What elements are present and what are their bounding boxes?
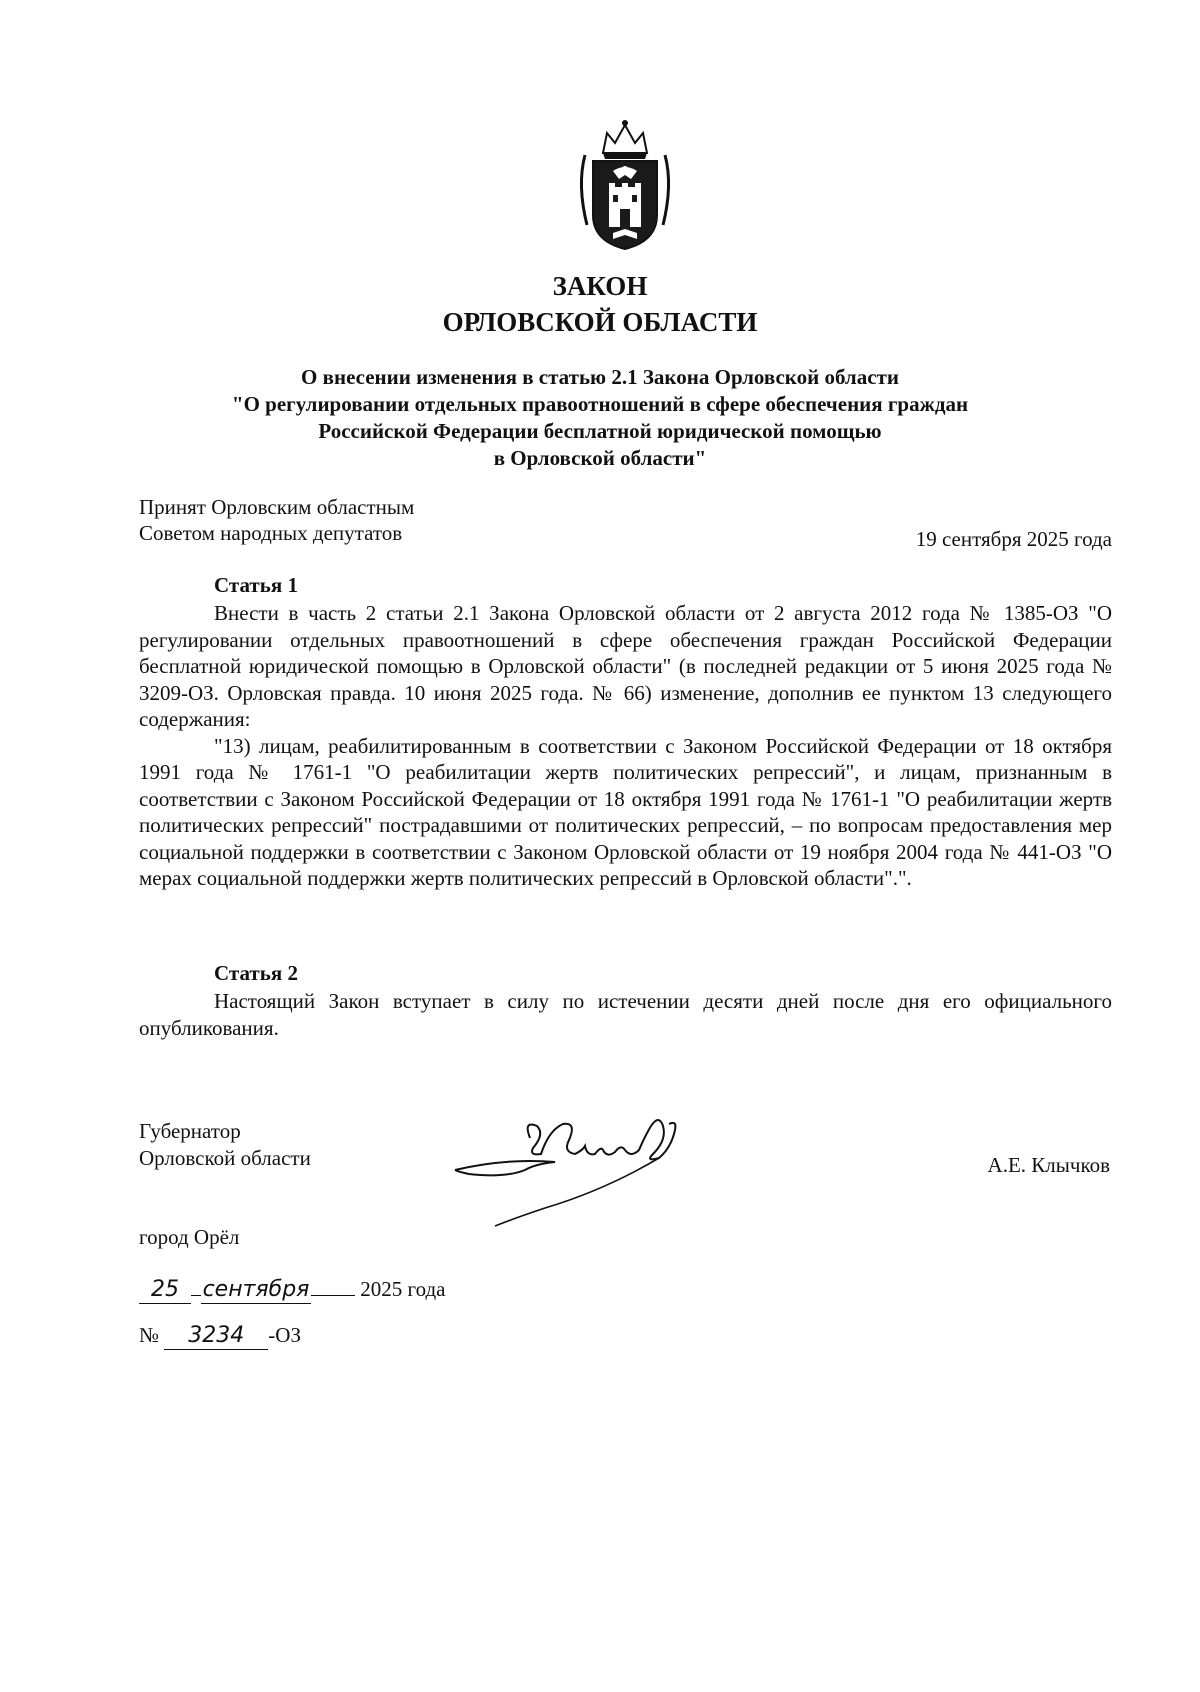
article2-paragraph1: Настоящий Закон вступает в силу по истечении десяти дней после дня его официального опубликования. [139, 989, 1112, 1040]
number-sign: № [139, 1323, 160, 1347]
date-underline [311, 1295, 355, 1296]
law-title [0, 268, 1200, 340]
signing-year: 2025 года [360, 1277, 446, 1301]
governor-title-line2: Орловской области [139, 1146, 311, 1170]
article2-heading: Статья 2 [214, 961, 298, 985]
signing-date [139, 1276, 446, 1304]
date-gap [191, 1295, 201, 1296]
law-number [139, 1322, 301, 1350]
signing-month: сентября [202, 1277, 310, 1302]
law-subtitle-line3: Российской Федерации бесплатной юридической помощью [318, 419, 882, 443]
law-subtitle-line1: О внесении изменения в статью 2.1 Закона Орловской области [301, 365, 899, 389]
adopted-line2: Советом народных депутатов [139, 521, 403, 545]
article1-body [139, 600, 1112, 892]
governor-title-line1: Губернатор [139, 1119, 241, 1143]
article1-paragraph2: "13) лицам, реабилитированным в соответствии с Законом Российской Федерации от 18 октября 1991 года № 1761-1 "О реабилитации жертв политических репрессий", и лицам, признанным в соответствии с Законом Российской Федерации от 18 октября 1991 года № 1761-1 "О реабилитации жертв политических репрессий" пострадавшими от политических репрессий, – по вопросам предоставления мер социальной поддержки в соответствии с Законом Орловской области от 19 ноября 2004 года № 441-ОЗ "О мерах социальной поддержки жертв политических репрессий в Орловской области".". [139, 733, 1112, 890]
handwritten-signature [445, 1100, 705, 1230]
signing-day: 25 [139, 1277, 191, 1304]
law-title-line2: ОРЛОВСКОЙ ОБЛАСТИ [442, 307, 758, 337]
governor-name: А.Е. Клычков [987, 1153, 1110, 1177]
law-number-value: 3234 [164, 1323, 268, 1350]
law-title-line1: ЗАКОН [552, 271, 648, 301]
article2-body [139, 988, 1112, 1041]
adopted-line1: Принят Орловским областным [139, 495, 415, 519]
article1-heading: Статья 1 [214, 573, 298, 597]
law-number-suffix: -ОЗ [268, 1323, 301, 1347]
adopted-by [139, 494, 414, 546]
adopted-date: 19 сентября 2025 года [915, 527, 1112, 551]
law-subtitle-line4: в Орловской области" [493, 446, 707, 470]
law-subtitle-line2: "О регулировании отдельных правоотношений в сфере обеспечения граждан [231, 392, 969, 416]
coat-of-arms-emblem [565, 115, 685, 255]
article1-paragraph1: Внести в часть 2 статьи 2.1 Закона Орловской области от 2 августа 2012 года № 1385-ОЗ "О регулировании отдельных правоотношений в сфере обеспечения граждан Российской Федерации бесплатной юридической помощью в Орловской области" (в последней редакции от 5 июня 2025 года № 3209-ОЗ. Орловская правда. 10 июня 2025 года. № 66) изменение, дополнив ее пунктом 13 следующего содержания: [139, 601, 1112, 731]
city: город Орёл [139, 1225, 240, 1249]
governor-title [139, 1118, 311, 1172]
law-subtitle [0, 364, 1200, 472]
